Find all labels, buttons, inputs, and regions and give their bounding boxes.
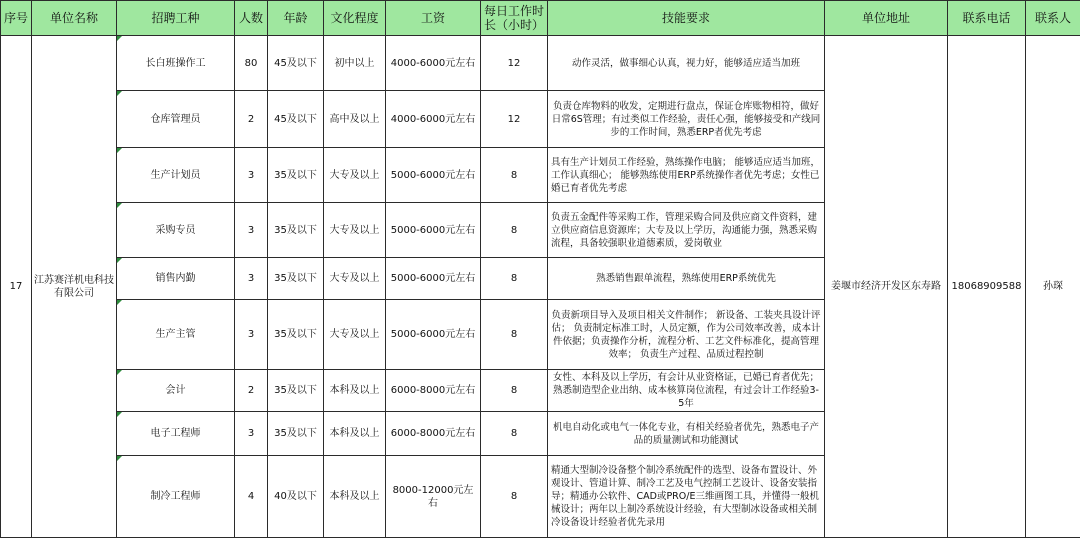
job-cell: 会计	[117, 370, 235, 412]
table-row	[1, 36, 1080, 91]
count-cell: 3	[235, 258, 268, 300]
company-cell: 江苏赛洋机电科技有限公司	[32, 36, 117, 538]
salary-cell: 4000-6000元左右	[386, 36, 481, 91]
header-count: 人数	[235, 1, 268, 36]
header-row	[1, 1, 1080, 36]
edu-cell: 大专及以上	[324, 148, 386, 203]
skills-cell: 负责新项目导入及项目相关文件制作； 新设备、工装夹具设计评估； 负责制定标准工时，人员定额，作为公司效率改善，成本计件依据；负责操作分析，流程分析、工艺文件标准化，提高管理效率； 负责生产过程、品质过程控制	[548, 300, 825, 370]
count-cell: 80	[235, 36, 268, 91]
count-cell: 3	[235, 148, 268, 203]
age-cell: 45及以下	[268, 36, 324, 91]
salary-cell: 5000-6000元左右	[386, 203, 481, 258]
hours-cell: 12	[481, 91, 548, 148]
age-cell: 35及以下	[268, 148, 324, 203]
count-cell: 3	[235, 300, 268, 370]
salary-cell: 5000-6000元左右	[386, 258, 481, 300]
count-cell: 2	[235, 91, 268, 148]
header-job: 招聘工种	[117, 1, 235, 36]
salary-cell: 5000-6000元左右	[386, 300, 481, 370]
age-cell: 45及以下	[268, 91, 324, 148]
edu-cell: 高中及以上	[324, 91, 386, 148]
salary-cell: 6000-8000元左右	[386, 370, 481, 412]
hours-cell: 12	[481, 36, 548, 91]
header-salary: 工资	[386, 1, 481, 36]
age-cell: 35及以下	[268, 258, 324, 300]
skills-cell: 精通大型制冷设备整个制冷系统配件的选型、设备布置设计、外观设计、管道计算、制冷工艺及电气控制工艺设计、设备安装指导；精通办公软件、CAD或PRO/E三维画图工具，并懂得一般机械设计；两年以上制冷系统设计经验，有大型制冰设备或相关制冷设备设计经验者优先录用	[548, 456, 825, 538]
job-cell: 制冷工程师	[117, 456, 235, 538]
job-cell: 销售内勤	[117, 258, 235, 300]
hours-cell: 8	[481, 370, 548, 412]
edu-cell: 本科及以上	[324, 412, 386, 456]
header-hours: 每日工作时长（小时）	[481, 1, 548, 36]
job-cell: 生产计划员	[117, 148, 235, 203]
count-cell: 3	[235, 412, 268, 456]
skills-cell: 熟悉销售跟单流程，熟练使用ERP系统优先	[548, 258, 825, 300]
edu-cell: 初中以上	[324, 36, 386, 91]
salary-cell: 8000-12000元左右	[386, 456, 481, 538]
hours-cell: 8	[481, 300, 548, 370]
count-cell: 2	[235, 370, 268, 412]
address-cell: 姜堰市经济开发区东寿路	[825, 36, 948, 538]
hours-cell: 8	[481, 412, 548, 456]
header-contact: 联系人	[1026, 1, 1080, 36]
contact-cell: 孙琛	[1026, 36, 1080, 538]
skills-cell: 机电自动化或电气一体化专业，有相关经验者优先，熟悉电子产品的质量测试和功能测试	[548, 412, 825, 456]
skills-cell: 负责仓库物料的收发，定期进行盘点，保证仓库账物相符，做好日常6S管理；有过类似工作经验，责任心强，能够接受和产线同步的工作时间，熟悉ERP者优先考虑	[548, 91, 825, 148]
salary-cell: 6000-8000元左右	[386, 412, 481, 456]
age-cell: 35及以下	[268, 203, 324, 258]
edu-cell: 本科及以上	[324, 456, 386, 538]
age-cell: 35及以下	[268, 300, 324, 370]
count-cell: 3	[235, 203, 268, 258]
seq-cell: 17	[1, 36, 32, 538]
salary-cell: 5000-6000元左右	[386, 148, 481, 203]
header-company: 单位名称	[32, 1, 117, 36]
header-phone: 联系电话	[948, 1, 1026, 36]
count-cell: 4	[235, 456, 268, 538]
header-seq: 序号	[1, 1, 32, 36]
salary-cell: 4000-6000元左右	[386, 91, 481, 148]
age-cell: 35及以下	[268, 412, 324, 456]
job-cell: 长白班操作工	[117, 36, 235, 91]
hours-cell: 8	[481, 148, 548, 203]
hours-cell: 8	[481, 203, 548, 258]
job-cell: 生产主管	[117, 300, 235, 370]
skills-cell: 动作灵活，做事细心认真，视力好，能够适应适当加班	[548, 36, 825, 91]
age-cell: 35及以下	[268, 370, 324, 412]
header-address: 单位地址	[825, 1, 948, 36]
skills-cell: 具有生产计划员工作经验，熟练操作电脑； 能够适应适当加班，工作认真细心； 能够熟练使用ERP系统操作者优先考虑；女性已婚已育者优先考虑	[548, 148, 825, 203]
header-age: 年龄	[268, 1, 324, 36]
job-cell: 采购专员	[117, 203, 235, 258]
skills-cell: 女性、本科及以上学历，有会计从业资格证，已婚已育者优先；熟悉制造型企业出纳、成本核算岗位流程，有过会计工作经验3-5年	[548, 370, 825, 412]
edu-cell: 本科及以上	[324, 370, 386, 412]
hours-cell: 8	[481, 258, 548, 300]
header-skills: 技能要求	[548, 1, 825, 36]
edu-cell: 大专及以上	[324, 300, 386, 370]
skills-cell: 负责五金配件等采购工作，管理采购合同及供应商文件资料，建立供应商信息资源库；大专及以上学历，沟通能力强，熟悉采购流程，具备较强职业道德素质，爱岗敬业	[548, 203, 825, 258]
age-cell: 40及以下	[268, 456, 324, 538]
edu-cell: 大专及以上	[324, 258, 386, 300]
job-cell: 电子工程师	[117, 412, 235, 456]
edu-cell: 大专及以上	[324, 203, 386, 258]
header-edu: 文化程度	[324, 1, 386, 36]
job-cell: 仓库管理员	[117, 91, 235, 148]
phone-cell: 18068909588	[948, 36, 1026, 538]
hours-cell: 8	[481, 456, 548, 538]
